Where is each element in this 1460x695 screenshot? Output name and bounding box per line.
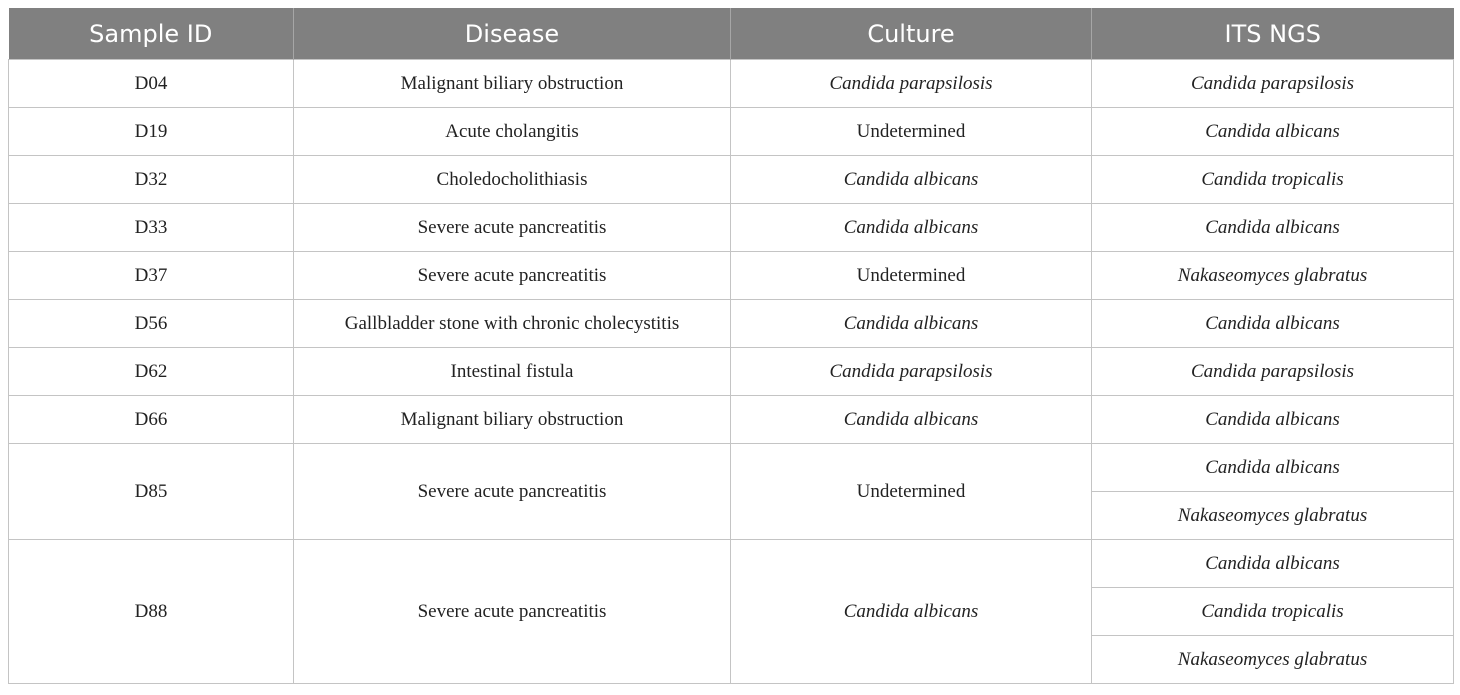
disease-cell: Malignant biliary obstruction: [294, 60, 731, 108]
culture-cell: Candida albicans: [731, 156, 1092, 204]
sample-id-cell: D37: [9, 252, 294, 300]
table-row: [9, 348, 1454, 396]
culture-cell: Candida albicans: [731, 540, 1092, 684]
culture-cell: Undetermined: [731, 108, 1092, 156]
culture-cell: Candida albicans: [731, 204, 1092, 252]
sample-id-cell: D33: [9, 204, 294, 252]
its-ngs-cell: Candida tropicalis: [1092, 156, 1454, 204]
its-ngs-cell: Candida parapsilosis: [1092, 348, 1454, 396]
sample-id-cell: D66: [9, 396, 294, 444]
table-row: [9, 252, 1454, 300]
table-row: [9, 156, 1454, 204]
header-disease: Disease: [294, 8, 731, 60]
disease-cell: Severe acute pancreatitis: [294, 540, 731, 684]
header-row: [9, 8, 1454, 60]
sample-id-cell: D04: [9, 60, 294, 108]
table-row: [9, 396, 1454, 444]
sample-id-cell: D19: [9, 108, 294, 156]
sample-id-cell: D62: [9, 348, 294, 396]
its-ngs-cell: Candida albicans: [1092, 396, 1454, 444]
table-row: [9, 204, 1454, 252]
results-table: [8, 8, 1454, 684]
disease-cell: Severe acute pancreatitis: [294, 252, 731, 300]
disease-cell: Gallbladder stone with chronic cholecystitis: [294, 300, 731, 348]
disease-cell: Acute cholangitis: [294, 108, 731, 156]
sample-id-cell: D88: [9, 540, 294, 684]
its-ngs-cell: Candida albicans: [1092, 300, 1454, 348]
sample-id-cell: D32: [9, 156, 294, 204]
its-ngs-cell: Candida albicans: [1092, 540, 1454, 588]
sample-id-cell: D56: [9, 300, 294, 348]
its-ngs-cell: Candida albicans: [1092, 444, 1454, 492]
culture-cell: Candida parapsilosis: [731, 60, 1092, 108]
table-row: [9, 60, 1454, 108]
table-row: [9, 444, 1454, 492]
header-sample-id: Sample ID: [9, 8, 294, 60]
its-ngs-cell: Candida parapsilosis: [1092, 60, 1454, 108]
culture-cell: Candida albicans: [731, 300, 1092, 348]
disease-cell: Choledocholithiasis: [294, 156, 731, 204]
header-its-ngs: ITS NGS: [1092, 8, 1454, 60]
culture-cell: Undetermined: [731, 444, 1092, 540]
its-ngs-cell: Nakaseomyces glabratus: [1092, 492, 1454, 540]
disease-cell: Malignant biliary obstruction: [294, 396, 731, 444]
header-culture: Culture: [731, 8, 1092, 60]
its-ngs-cell: Candida albicans: [1092, 204, 1454, 252]
culture-cell: Undetermined: [731, 252, 1092, 300]
its-ngs-cell: Nakaseomyces glabratus: [1092, 636, 1454, 684]
disease-cell: Intestinal fistula: [294, 348, 731, 396]
culture-cell: Candida parapsilosis: [731, 348, 1092, 396]
sample-id-cell: D85: [9, 444, 294, 540]
disease-cell: Severe acute pancreatitis: [294, 444, 731, 540]
table-body: [9, 60, 1454, 684]
disease-cell: Severe acute pancreatitis: [294, 204, 731, 252]
table-row: [9, 300, 1454, 348]
its-ngs-cell: Candida tropicalis: [1092, 588, 1454, 636]
its-ngs-cell: Nakaseomyces glabratus: [1092, 252, 1454, 300]
its-ngs-cell: Candida albicans: [1092, 108, 1454, 156]
table-row: [9, 540, 1454, 588]
table-row: [9, 108, 1454, 156]
culture-cell: Candida albicans: [731, 396, 1092, 444]
